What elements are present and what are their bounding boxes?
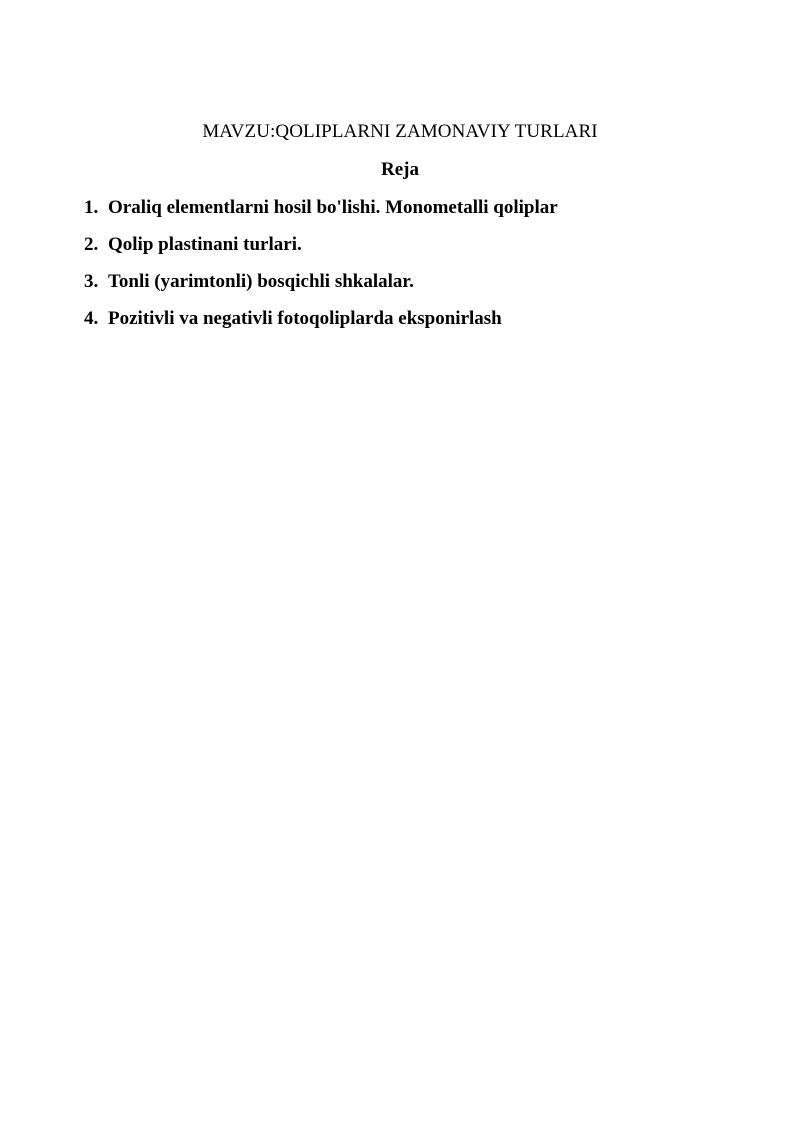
plan-item bbox=[84, 269, 558, 306]
plan-item-number: 2. bbox=[84, 234, 99, 255]
document-title: MAVZU:QOLIPLARNI ZAMONAVIY TURLARI bbox=[202, 121, 598, 142]
plan-item-text: Tonli (yarimtonli) bosqichli shkalalar. bbox=[108, 271, 414, 292]
plan-item-text: Qolip plastinani turlari. bbox=[108, 234, 302, 255]
plan-item bbox=[84, 306, 558, 343]
plan-item-number: 3. bbox=[84, 271, 99, 292]
plan-item bbox=[84, 195, 558, 232]
plan-item-text: Pozitivli va negativli fotoqoliplarda eksponirlash bbox=[108, 308, 502, 329]
plan-item-number: 4. bbox=[84, 308, 99, 329]
plan-item bbox=[84, 232, 558, 269]
plan-item-number: 1. bbox=[84, 197, 99, 218]
plan-list bbox=[84, 195, 558, 343]
plan-heading: Reja bbox=[381, 159, 419, 180]
plan-item-text: Oraliq elementlarni hosil bo'lishi. Monometalli qoliplar bbox=[108, 197, 558, 218]
